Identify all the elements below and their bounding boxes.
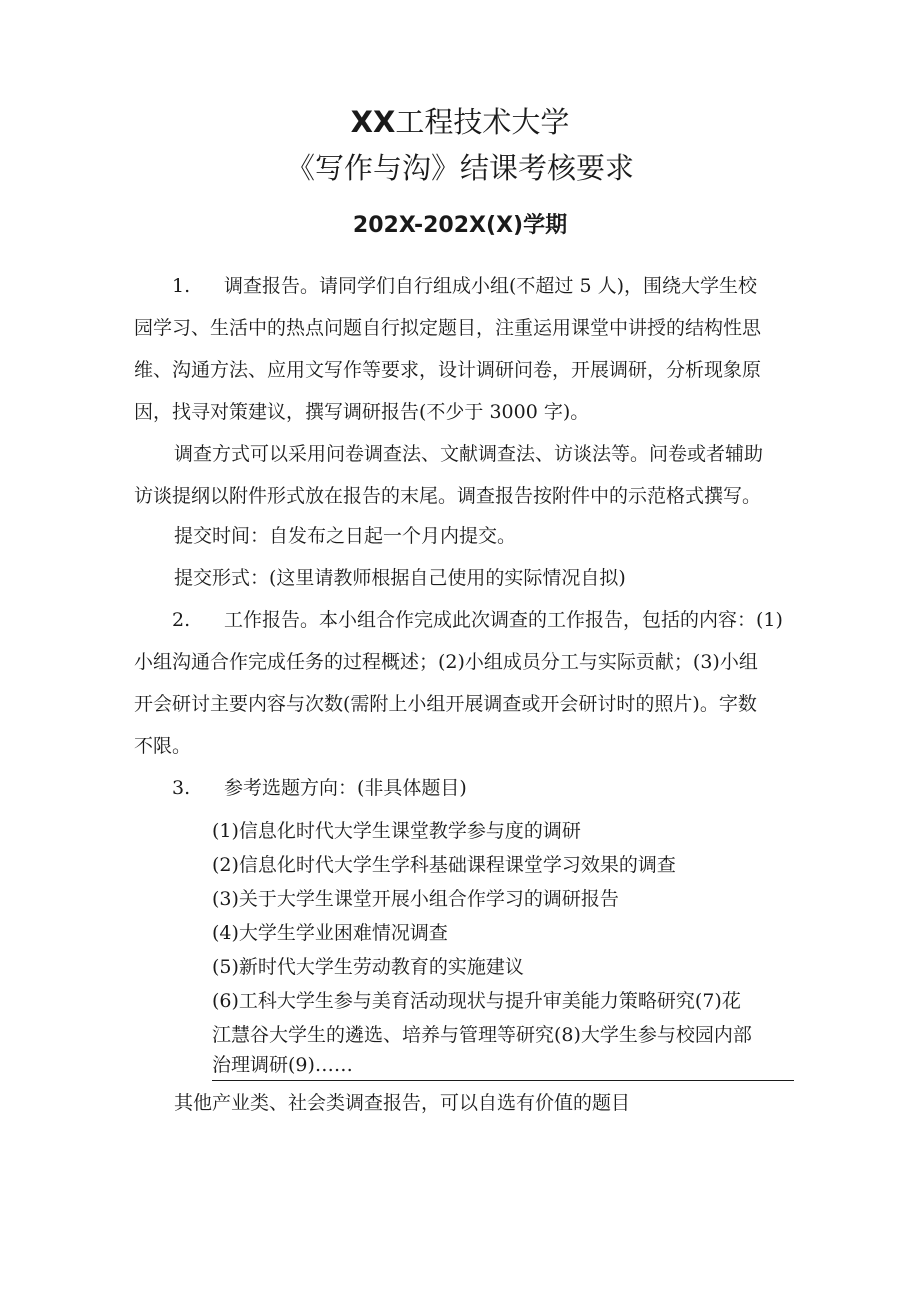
semester-title: 202X-202X(X)学期 <box>352 213 568 238</box>
item2-line: 小组沟通合作完成任务的过程概述；(2)小组成员分工与实际贡献；(3)小组 <box>134 651 758 673</box>
footer-note: 其他产业类、社会类调查报告，可以自选有价值的题目 <box>174 1092 631 1114</box>
item1-first-line <box>172 271 757 301</box>
divider-line <box>212 1080 794 1081</box>
item2-line: 工作报告。本小组合作完成此次调查的工作报告，包括的内容：(1) <box>224 609 783 631</box>
item2-first-line <box>172 605 783 635</box>
item2-line: 不限。 <box>134 735 192 757</box>
topic-item: (1)信息化时代大学生课堂教学参与度的调研 <box>212 820 581 842</box>
item2-line: 开会研讨主要内容与次数(需附上小组开展调查或开会研讨时的照片)。字数 <box>134 693 757 715</box>
university-name: 工程技术大学 <box>395 105 570 139</box>
topic-item: (5)新时代大学生劳动教育的实施建议 <box>212 956 524 978</box>
university-title <box>0 100 920 144</box>
item1-line: 调查报告。请同学们自行组成小组(不超过 5 人)，围绕大学生校 <box>224 275 757 297</box>
topic-item: (4)大学生学业困难情况调查 <box>212 922 448 944</box>
method-line: 访谈提纲以附件形式放在报告的末尾。调查报告按附件中的示范格式撰写。 <box>134 485 762 507</box>
submit-time: 提交时间：自发布之日起一个月内提交。 <box>174 525 517 547</box>
item1-line: 园学习、生活中的热点问题自行拟定题目，注重运用课堂中讲授的结构性思 <box>134 317 762 339</box>
item2-number: 2. <box>172 609 191 631</box>
university-prefix: XX <box>350 105 396 139</box>
item3-heading: 参考选题方向：(非具体题目) <box>224 777 467 799</box>
topic-continued-line: 治理调研(9)…… <box>212 1054 353 1076</box>
item3-number: 3. <box>172 777 191 799</box>
item1-number: 1. <box>172 275 191 297</box>
submit-form: 提交形式：(这里请教师根据自己使用的实际情况自拟) <box>174 567 626 589</box>
topic-item: (3)关于大学生课堂开展小组合作学习的调研报告 <box>212 888 619 910</box>
topic-continued-line: 江慧谷大学生的遴选、培养与管理等研究(8)大学生参与校园内部 <box>212 1024 752 1046</box>
item1-line: 因，找寻对策建议，撰写调研报告(不少于 3000 字)。 <box>134 401 590 423</box>
item3-heading-line <box>172 773 467 803</box>
method-line: 调查方式可以采用问卷调查法、文献调查法、访谈法等。问卷或者辅助 <box>174 443 764 465</box>
topic-item: (2)信息化时代大学生学科基础课程课堂学习效果的调查 <box>212 854 676 876</box>
item1-line: 维、沟通方法、应用文写作等要求，设计调研问卷，开展调研，分析现象原 <box>134 359 762 381</box>
topic-continued-line: (6)工科大学生参与美育活动现状与提升审美能力策略研究(7)花 <box>212 990 741 1012</box>
course-title: 《写作与沟》结课考核要求 <box>285 151 634 185</box>
